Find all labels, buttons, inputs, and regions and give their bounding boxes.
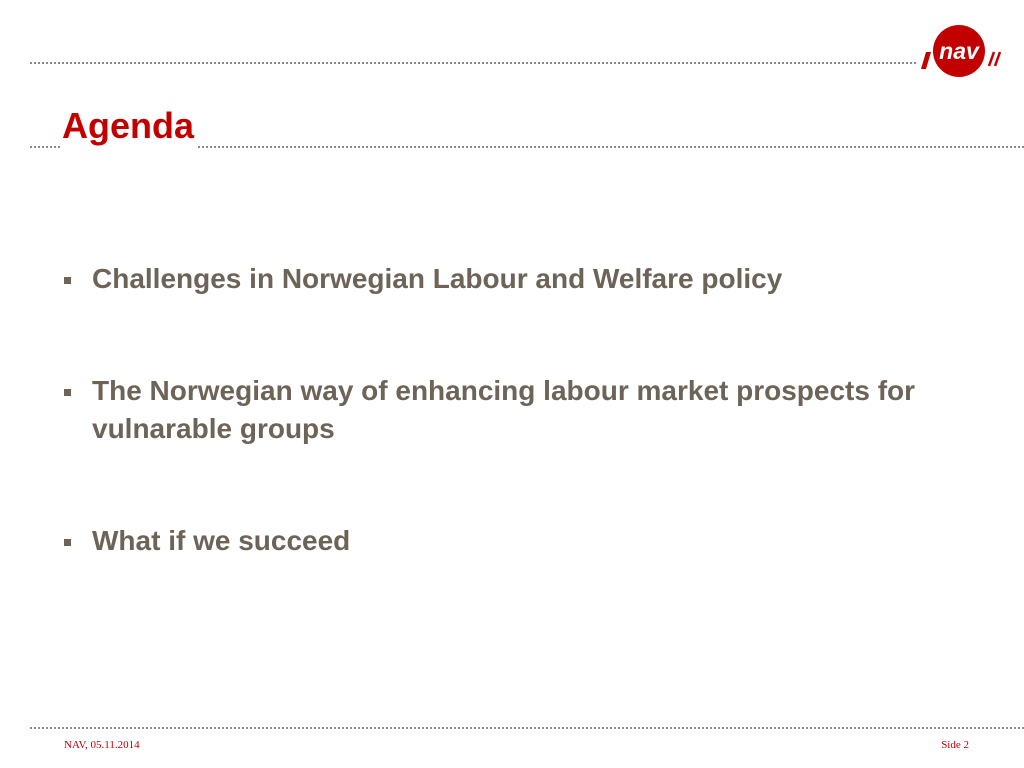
logo-text: nav [939,38,979,64]
list-item-text: The Norwegian way of enhancing labour market prospects for vulnarable groups [92,375,916,444]
nav-logo [918,22,1024,82]
bullet-icon [64,389,71,396]
list-item [58,260,988,298]
footer-date: NAV, 05.11.2014 [64,739,140,751]
page-title: Agenda [62,104,198,148]
footer-divider [30,727,1024,729]
list-item-text: Challenges in Norwegian Labour and Welfare policy [92,263,783,294]
agenda-list [58,260,988,560]
nav-logo-icon [918,22,1024,82]
page-number: Side 2 [941,739,969,751]
list-item [58,372,988,448]
list-item-text: What if we succeed [92,525,351,556]
bullet-icon [64,277,71,284]
bullet-icon [64,539,71,546]
top-divider [30,62,1024,64]
list-item [58,522,988,560]
